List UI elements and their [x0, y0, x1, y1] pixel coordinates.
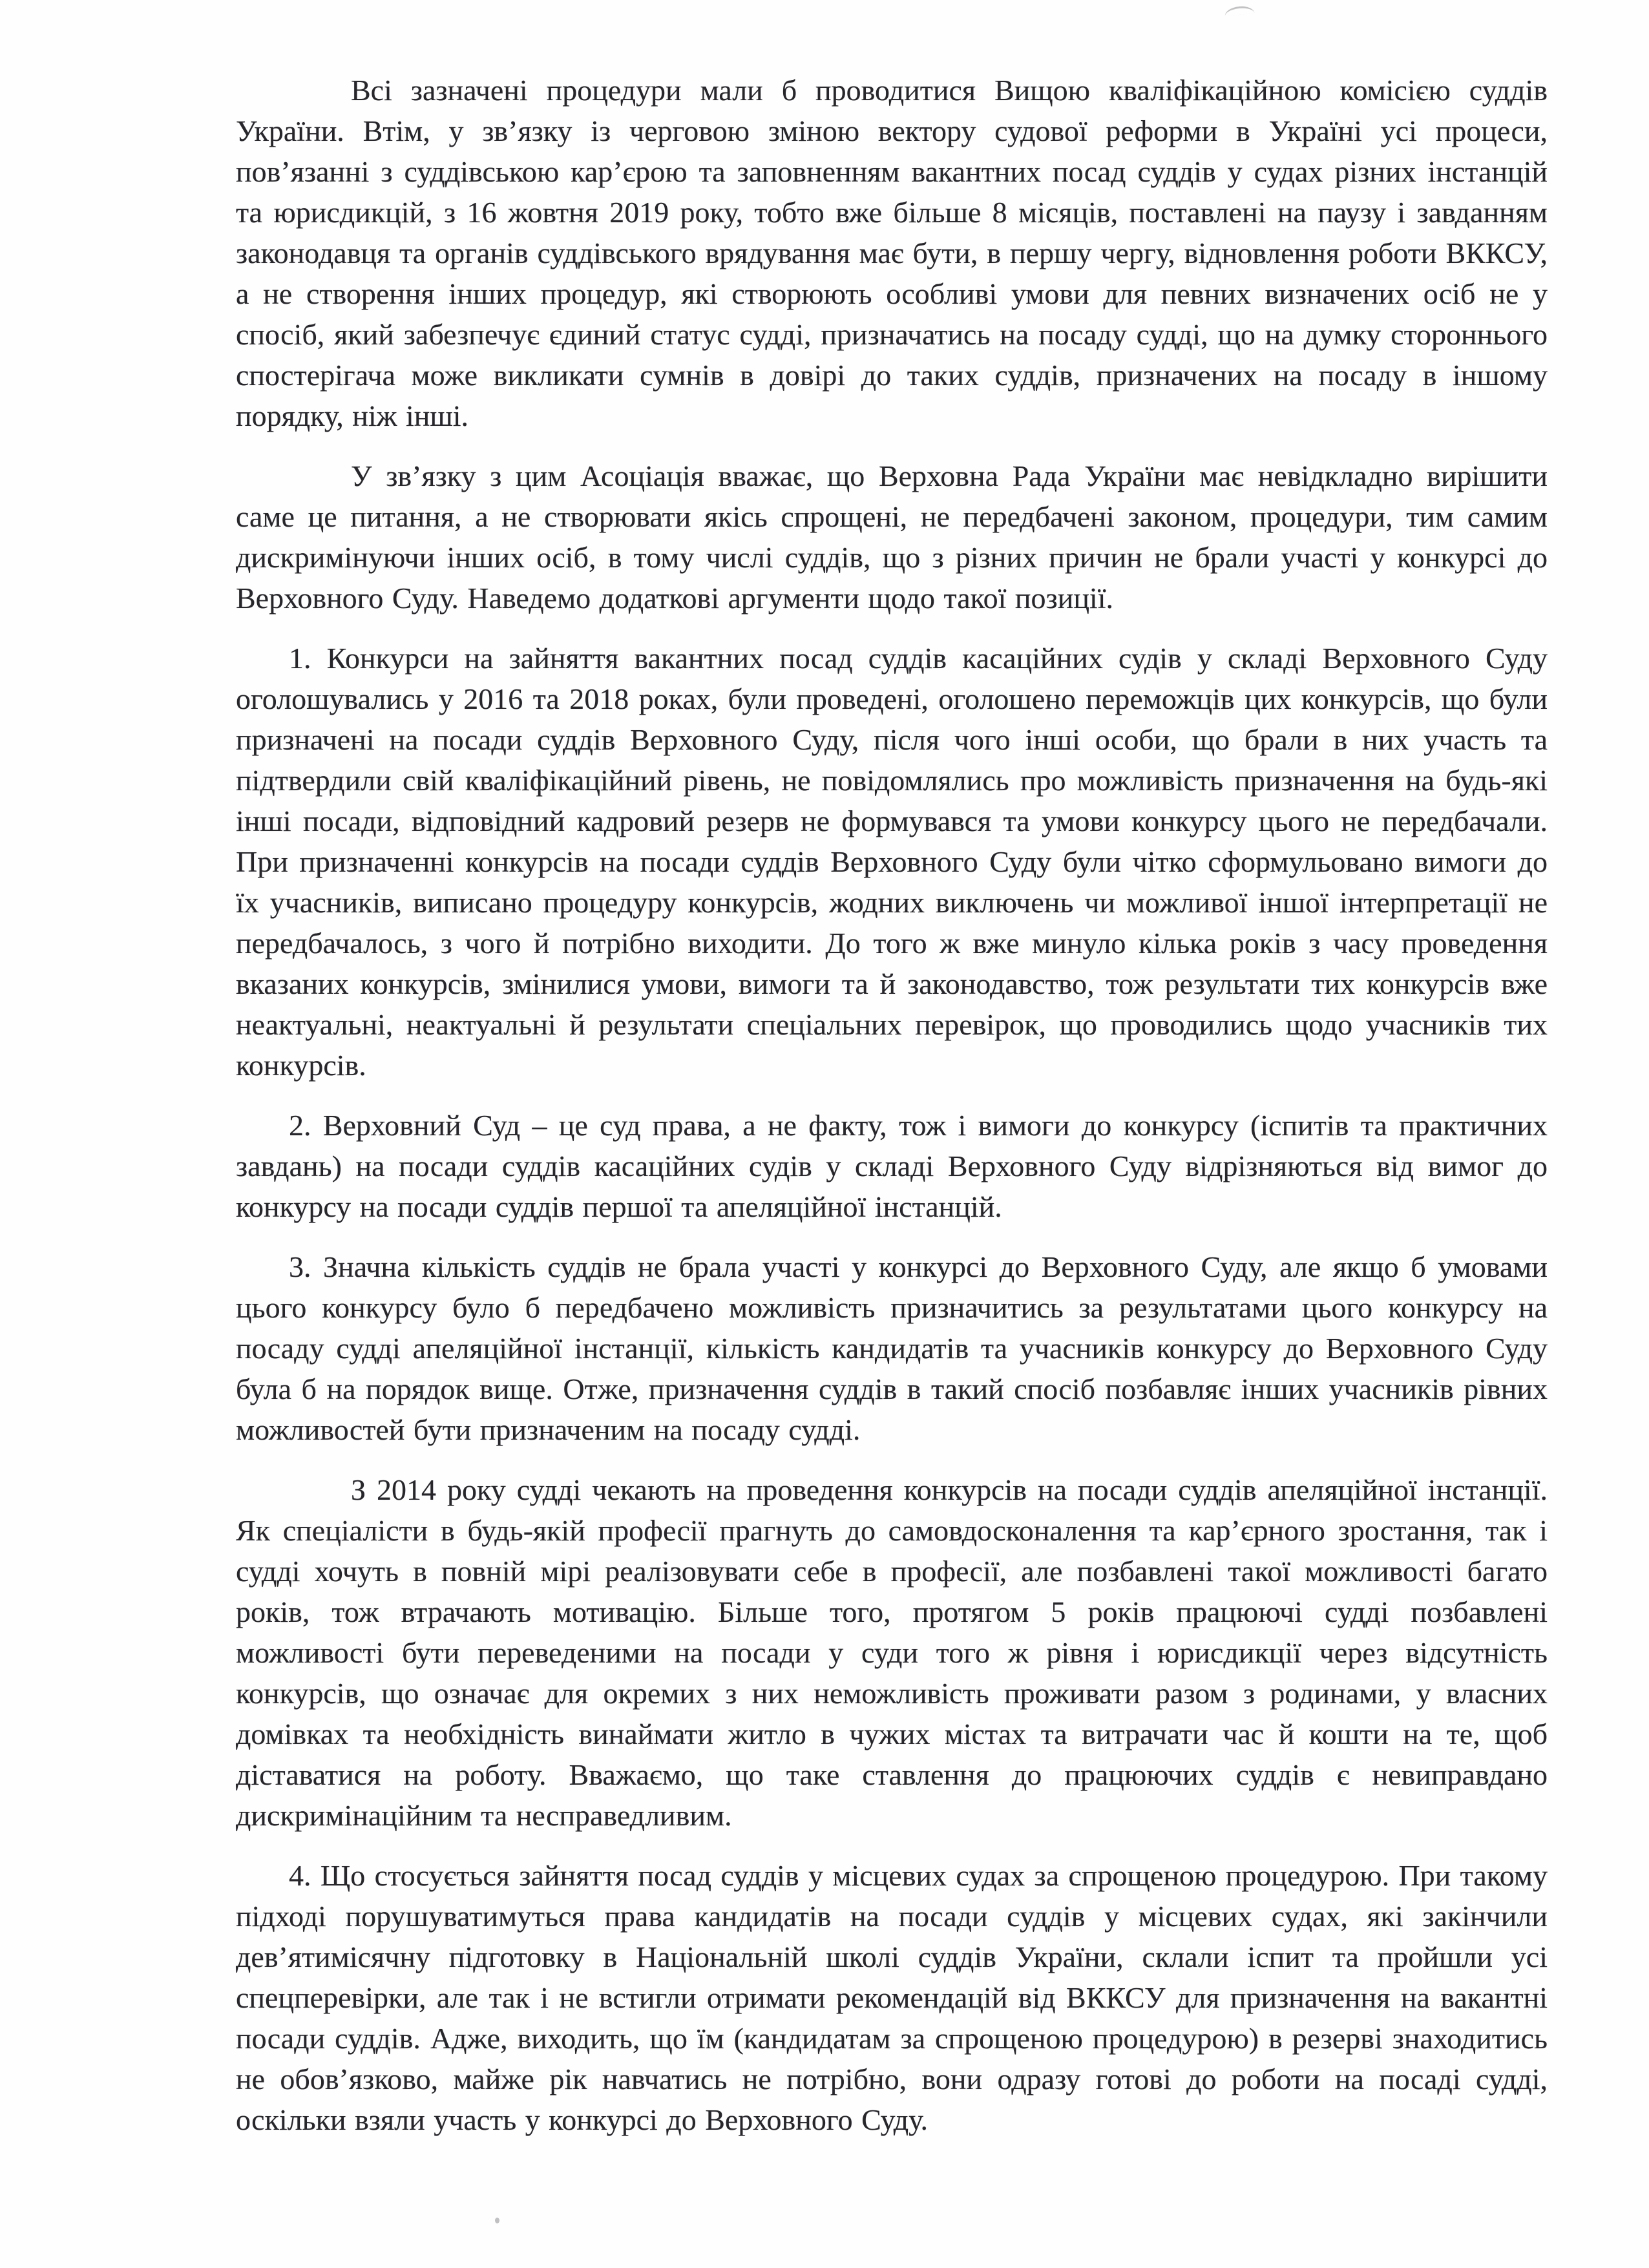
- scan-artifact: [1224, 5, 1254, 17]
- paragraph-since-2014: З 2014 року судді чекають на проведення конкурсів на посади суддів апеляційної інстанції. Як спеціалісти в будь-якій професії прагнуть до самовдосконалення та кар’єрного зростання, так і судді хочуть в повній мірі реалізовувати себе в професії, але позбавлені такої можливості багато років, тож втрачають мотивацію. Більше того, протягом 5 років працюючі судді позбавлені можливості бути переведеними на посади у суди того ж рівня і юрисдикції через відсутність конкурсів, що означає для окремих з них неможливість проживати разом з родинами, у власних домівках та необхідність винаймати житло в чужих містах та витрачати час й кошти на те, щоб діставатися на роботу. Вважаємо, що таке ставлення до працюючих суддів є невиправдано дискримінаційним та несправедливим.: [236, 1473, 1548, 1832]
- numbered-paragraph-3: 3. Значна кількість суддів не брала участі у конкурсі до Верховного Суду, але якщо б умовами цього конкурсу було б передбачено можливість призначитись за результатами цього конкурсу на посаду судді апеляційної інстанції, кількість кандидатів та учасників конкурсу до Верховного Суду була б на порядок вище. Отже, призначення суддів в такий спосіб позбавляє інших учасників рівних можливостей бути призначеним на посаду судді.: [236, 1250, 1548, 1446]
- paragraph-association-position: У зв’язку з цим Асоціація вважає, що Верховна Рада України має невідкладно вирішити саме це питання, а не створювати якісь спрощені, не передбачені законом, процедури, тим самим дискримінуючи інших осіб, в тому числі суддів, що з різних причин не брали участі у конкурсі до Верховного Суду. Наведемо додаткові аргументи щодо такої позиції.: [236, 459, 1548, 614]
- paragraph-intro: Всі зазначені процедури мали б проводитися Вищою кваліфікаційною комісією суддів України. Втім, у зв’язку із черговою зміною вектору судової реформи в Україні усі процеси, пов’язанні з суддівською кар’єрою та заповненням вакантних посад суддів у судах різних інстанцій та юрисдикцій, з 16 жовтня 2019 року, тобто вже більше 8 місяців, поставлені на паузу і завданням законодавця та органів суддівського врядування має бути, в першу чергу, відновлення роботи ВККСУ, а не створення інших процедур, які створюють особливі умови для певних визначених осіб не у спосіб, який забезпечує єдиний статус судді, призначатись на посаду судді, що на думку стороннього спостерігача може викликати сумнів в довірі до таких суддів, призначених на посаду в іншому порядку, ніж інші.: [236, 74, 1548, 432]
- numbered-paragraph-4: 4. Що стосується зайняття посад суддів у місцевих судах за спрощеною процедурою. При такому підході порушуватимуться права кандидатів на посади суддів у місцевих судах, які закінчили дев’ятимісячну підготовку в Національній школі суддів України, склали іспит та пройшли усі спецперевірки, але так і не встигли отримати рекомендацій від ВККСУ для призначення на вакантні посади суддів. Адже, виходить, що їм (кандидатам за спрощеною процедурою) в резерві знаходитись не обов’язково, майже рік навчатись не потрібно, вони одразу готові до роботи на посаді судді, оскільки взяли участь у конкурсі до Верховного Суду.: [236, 1859, 1548, 2136]
- document-body: [236, 70, 1548, 2140]
- numbered-paragraph-2: 2. Верховний Суд – це суд права, а не факту, тож і вимоги до конкурсу (іспитів та практичних завдань) на посади суддів касаційних судів у складі Верховного Суду відрізняються від вимог до конкурсу на посади суддів першої та апеляційної інстанцій.: [236, 1109, 1548, 1223]
- numbered-paragraph-1: 1. Конкурси на зайняття вакантних посад суддів касаційних судів у складі Верховного Суду оголошувались у 2016 та 2018 роках, були проведені, оголошено переможців цих конкурсів, що були призначені на посади суддів Верховного Суду, після чого інші особи, що брали в них участь та підтвердили свій кваліфікаційний рівень, не повідомлялись про можливість призначення на будь-які інші посади, відповідний кадровий резерв не формувався та умови конкурсу цього не передбачали. При призначенні конкурсів на посади суддів Верховного Суду були чітко сформульовано вимоги до їх учасників, виписано процедуру конкурсів, жодних виключень чи можливої іншої інтерпретації не передбачалось, з чого й потрібно виходити. До того ж вже минуло кілька років з часу проведення вказаних конкурсів, змінилися умови, вимоги та й законодавство, тож результати тих конкурсів вже неактуальні, неактуальні й результати спеціальних перевірок, що проводились щодо учасників тих конкурсів.: [236, 642, 1548, 1082]
- scan-artifact: [495, 2218, 499, 2223]
